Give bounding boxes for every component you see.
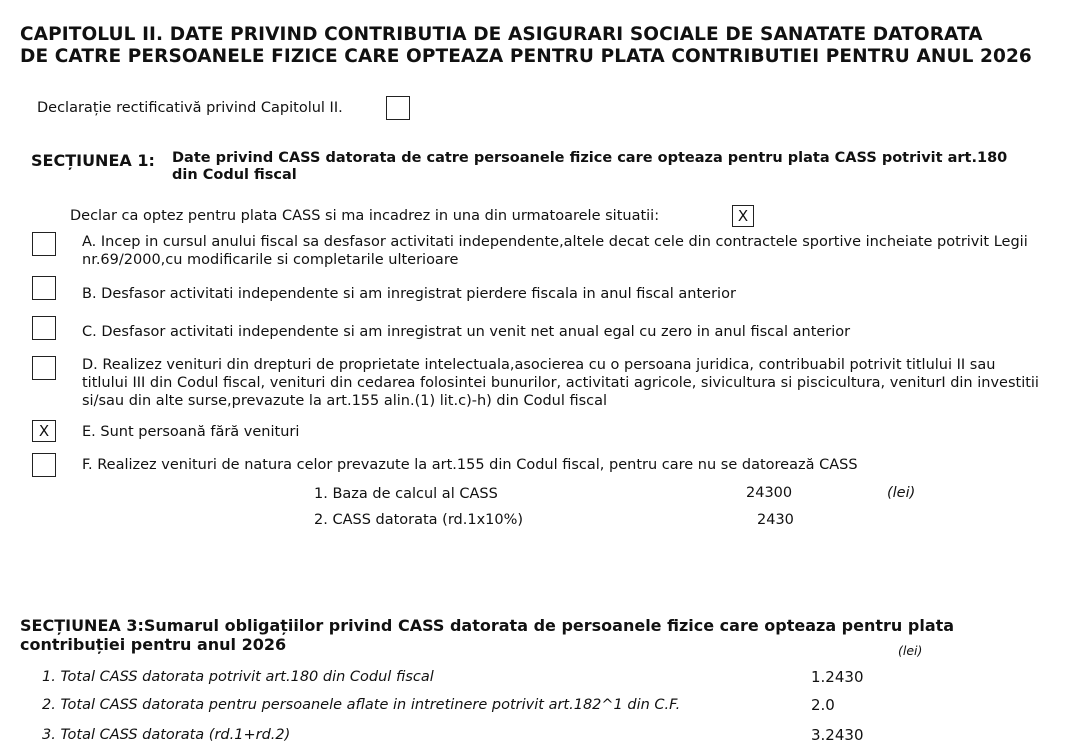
chapter-title bbox=[20, 24, 1032, 68]
option-b-text: B. Desfasor activitati independente si am inregistrat pierdere fiscala in anul fiscal anterior bbox=[82, 286, 736, 302]
option-a-checkbox[interactable] bbox=[32, 232, 56, 256]
section1-label: SECȚIUNEA 1: bbox=[31, 151, 155, 170]
option-e-text: E. Sunt persoană fără venituri bbox=[82, 424, 300, 440]
cass-due-value[interactable]: 2430 bbox=[757, 512, 794, 528]
chapter-title-line1: CAPITOLUL II. DATE PRIVIND CONTRIBUTIA DE ASIGURARI SOCIALE DE SANATATE DATORATA bbox=[20, 24, 983, 45]
summary-row-2-label: 2. Total CASS datorata pentru persoanele aflate in intretinere potrivit art.182^1 din C.F. bbox=[42, 697, 681, 713]
summary-row-2-value[interactable]: 2.0 bbox=[811, 696, 835, 714]
rectification-checkbox[interactable] bbox=[386, 96, 410, 120]
option-d-checkbox[interactable] bbox=[32, 356, 56, 380]
calc-base-value[interactable]: 24300 bbox=[746, 485, 793, 501]
calc-base-unit: (lei) bbox=[887, 485, 916, 501]
summary-row-3-value[interactable]: 3.2430 bbox=[811, 726, 864, 744]
option-c-checkbox[interactable] bbox=[32, 316, 56, 340]
summary-row-1-value[interactable]: 1.2430 bbox=[811, 668, 864, 686]
option-a-text: A. Incep in cursul anului fiscal sa desfasor activitati independente,altele decat cele din contractele sportive incheiate potrivit Legii nr.69/2000,cu modificarile si completarile ulterioare bbox=[82, 234, 1028, 268]
option-b-checkbox[interactable] bbox=[32, 276, 56, 300]
cass-due-label: 2. CASS datorata (rd.1x10%) bbox=[314, 512, 524, 528]
section3-title: SECȚIUNEA 3:Sumarul obligațiilor privind CASS datorata de persoanele fizice care opteaza pentru plata contribuției pentru anul 2026 bbox=[20, 616, 955, 654]
chapter-title-line2: DE CATRE PERSOANELE FIZICE CARE OPTEAZA PENTRU PLATA CONTRIBUTIEI PENTRU ANUL 2026 bbox=[20, 46, 1032, 67]
option-c-text: C. Desfasor activitati independente si am inregistrat un venit net anual egal cu zero in anul fiscal anterior bbox=[82, 324, 851, 340]
calc-base-label: 1. Baza de calcul al CASS bbox=[314, 486, 498, 502]
option-d-text: D. Realizez venituri din drepturi de proprietate intelectuala,asocierea cu o persoana juridica, contribuabil potrivit titlului II sau titlului III din Codul fiscal, venituri din cedarea folosintei bunurilor, activitati agricole, sivicultura si piscicultura, veniturI din investitii si/sau din alte surse,prevazute la art.155 alin.(1) lit.c)-h) din Codul fiscal bbox=[82, 357, 1039, 409]
declare-label: Declar ca optez pentru plata CASS si ma incadrez in una din urmatoarele situatii: bbox=[70, 208, 660, 224]
declare-checkbox[interactable]: X bbox=[732, 205, 754, 227]
summary-row-3-label: 3. Total CASS datorata (rd.1+rd.2) bbox=[42, 727, 291, 743]
section1-description: Date privind CASS datorata de catre persoanele fizice care opteaza pentru plata CASS potrivit art.180 din Codul fiscal bbox=[172, 150, 1008, 183]
option-f-checkbox[interactable] bbox=[32, 453, 56, 477]
option-e-checkbox[interactable]: X bbox=[32, 420, 56, 442]
summary-row-1-label: 1. Total CASS datorata potrivit art.180 din Codul fiscal bbox=[42, 669, 434, 685]
option-f-text: F. Realizez venituri de natura celor prevazute la art.155 din Codul fiscal, pentru care nu se datorează CASS bbox=[82, 457, 858, 473]
section3-unit: (lei) bbox=[898, 643, 923, 658]
rectification-label: Declarație rectificativă privind Capitolul II. bbox=[37, 100, 343, 116]
